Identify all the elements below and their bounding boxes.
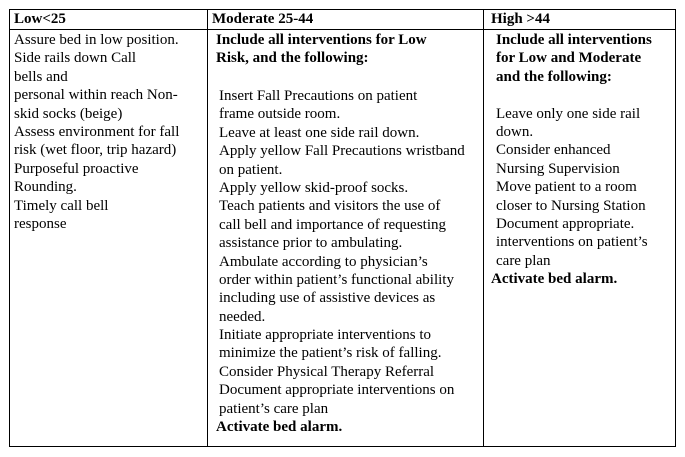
high-risk-interventions xyxy=(496,31,652,270)
table-border-left xyxy=(9,9,10,447)
spacer xyxy=(216,68,427,86)
low-line: bells and xyxy=(14,68,68,85)
moderate-line: Leave at least one side rail down. xyxy=(219,124,420,141)
low-line: Side rails down Call xyxy=(14,50,137,67)
header-high: High >44 xyxy=(491,11,550,27)
moderate-line: minimize the patient’s risk of falling. xyxy=(219,345,442,362)
high-line: closer to Nursing Station xyxy=(496,197,646,214)
table-border-bottom xyxy=(9,446,676,447)
low-line: Rounding. xyxy=(14,179,77,196)
moderate-intro-line: Risk, and the following: xyxy=(216,50,369,67)
spacer xyxy=(496,86,652,104)
low-risk-interventions xyxy=(14,31,179,233)
low-line: personal within reach Non- xyxy=(14,87,178,104)
high-line: care plan xyxy=(496,252,551,269)
moderate-line: Document appropriate interventions on xyxy=(219,382,455,399)
table-column-divider-2 xyxy=(483,9,484,447)
low-line: skid socks (beige) xyxy=(14,105,123,122)
low-line: Timely call bell xyxy=(14,197,109,214)
high-intro-line: Include all interventions xyxy=(496,32,652,48)
fall-risk-table xyxy=(9,9,676,447)
moderate-line: Teach patients and visitors the use of xyxy=(219,198,441,215)
table-column-divider-1 xyxy=(207,9,208,447)
moderate-line: order within patient’s functional ability xyxy=(219,271,454,288)
moderate-intro-line: Include all interventions for Low xyxy=(216,32,427,48)
moderate-line: Insert Fall Precautions on patient xyxy=(219,88,418,104)
moderate-line: including use of assistive devices as xyxy=(219,290,436,307)
high-line: Leave only one side rail xyxy=(496,105,641,122)
high-intro-line: for Low and Moderate xyxy=(496,50,642,67)
high-line: Move patient to a room xyxy=(496,179,637,196)
high-line: down. xyxy=(496,123,534,140)
moderate-line: Apply yellow skid-proof socks. xyxy=(219,179,409,196)
high-line: Consider enhanced xyxy=(496,142,611,159)
moderate-line: Ambulate according to physician’s xyxy=(219,253,428,270)
header-low: Low<25 xyxy=(14,11,66,27)
header-moderate: Moderate 25-44 xyxy=(212,11,314,27)
table-border-right xyxy=(675,9,676,447)
moderate-activate-bed-alarm: Activate bed alarm. xyxy=(216,419,343,435)
high-line: interventions on patient’s xyxy=(496,234,648,251)
moderate-risk-list xyxy=(219,87,465,418)
low-line: response xyxy=(14,215,67,232)
table-header-divider xyxy=(9,29,676,30)
low-line: Assess environment for fall xyxy=(14,123,180,140)
moderate-line: needed. xyxy=(219,308,266,325)
moderate-line: Apply yellow Fall Precautions wristband xyxy=(219,143,465,160)
moderate-risk-interventions xyxy=(216,31,427,86)
moderate-line: frame outside room. xyxy=(219,106,341,123)
high-line: Document appropriate. xyxy=(496,215,635,232)
moderate-line: patient’s care plan xyxy=(219,400,329,417)
moderate-line: Initiate appropriate interventions to xyxy=(219,327,432,344)
moderate-line: assistance prior to ambulating. xyxy=(219,235,403,252)
table-border-top xyxy=(9,9,676,10)
low-line: risk (wet floor, trip hazard) xyxy=(14,142,177,159)
moderate-line: on patient. xyxy=(219,161,283,178)
high-intro-line: and the following: xyxy=(496,68,612,85)
moderate-line: call bell and importance of requesting xyxy=(219,216,446,233)
low-line: Purposeful proactive xyxy=(14,160,139,177)
moderate-line: Consider Physical Therapy Referral xyxy=(219,363,435,380)
high-line: Nursing Supervision xyxy=(496,160,620,177)
low-line: Assure bed in low position. xyxy=(14,32,179,48)
high-activate-bed-alarm: Activate bed alarm. xyxy=(491,271,618,287)
